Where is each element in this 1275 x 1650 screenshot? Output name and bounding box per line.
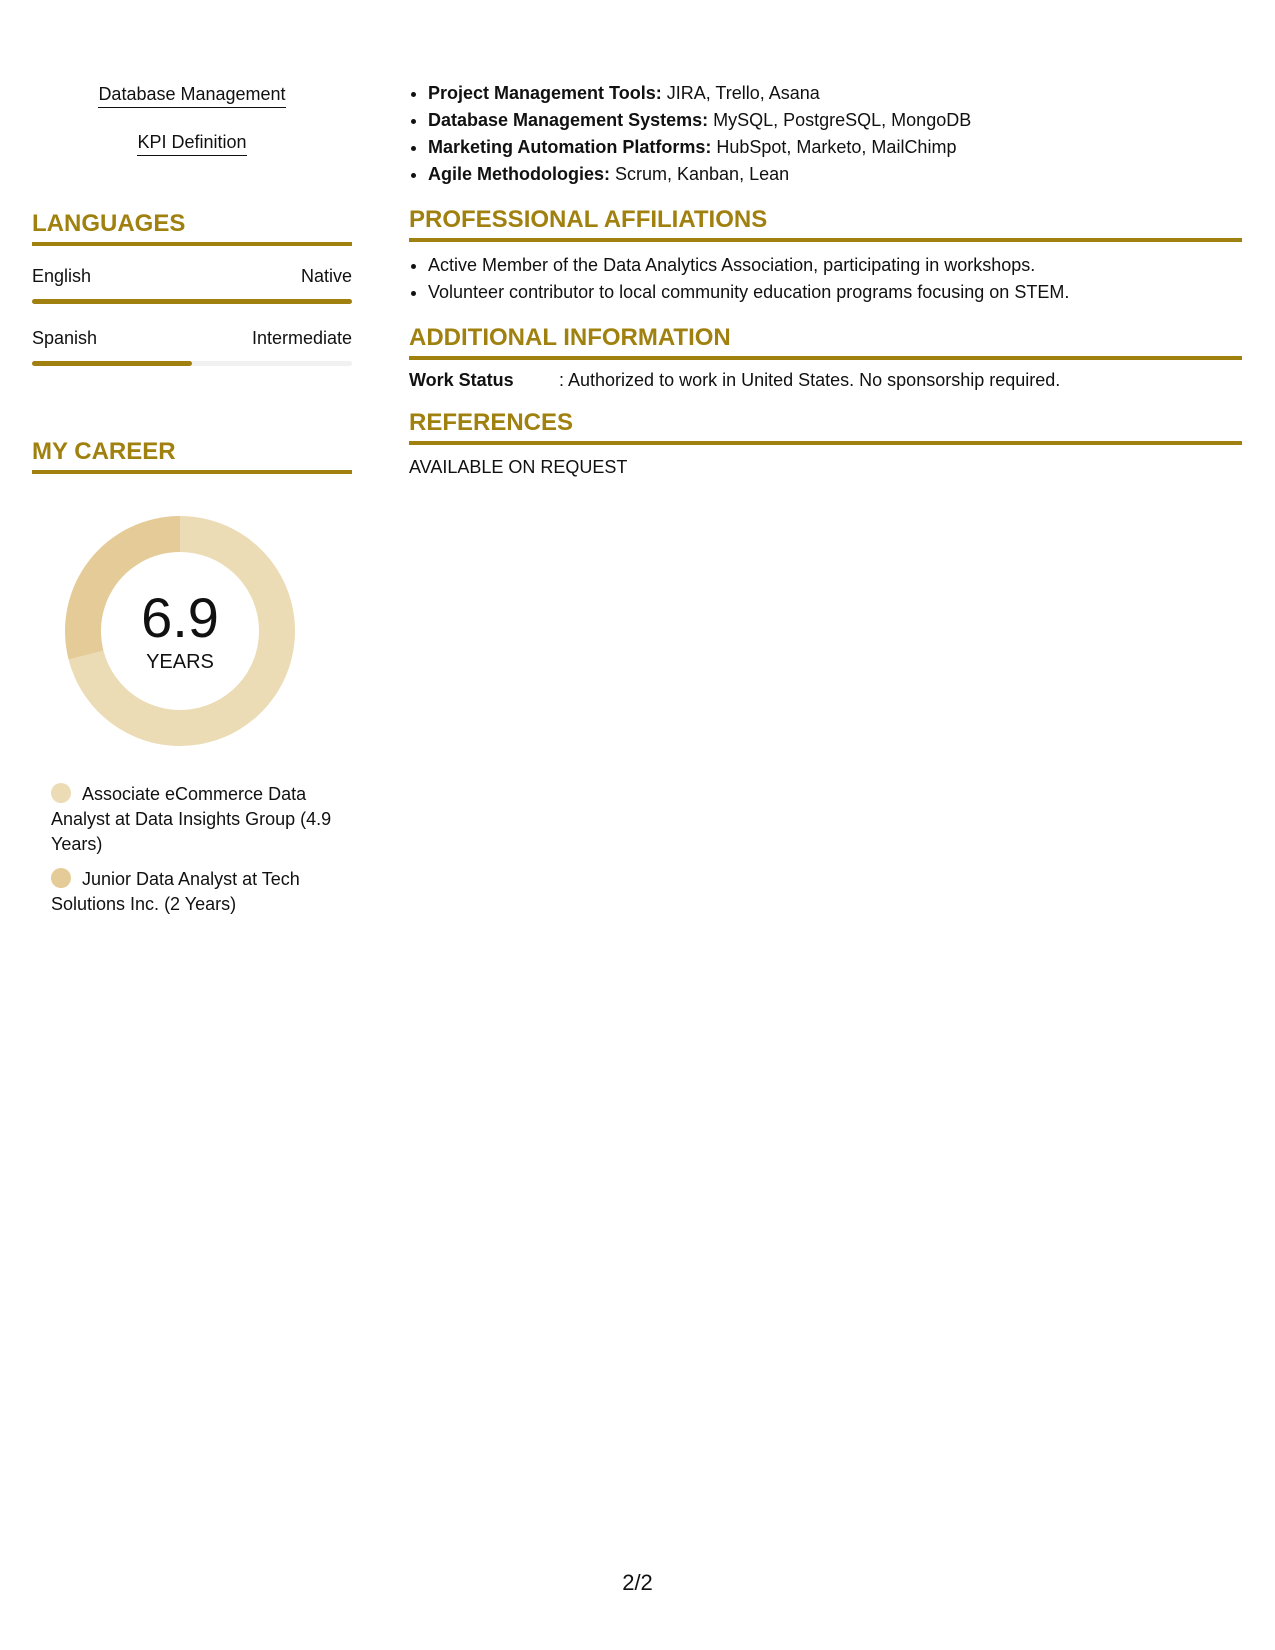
references-section — [409, 409, 1242, 478]
proficiency-bar-fill — [32, 361, 192, 366]
languages-heading: LANGUAGES — [32, 210, 352, 246]
language-name: Spanish — [32, 328, 98, 348]
work-status-key: Work Status — [409, 370, 514, 390]
language-level: Native — [300, 266, 352, 286]
legend-dot — [51, 868, 71, 888]
additional-info-section — [409, 324, 1242, 391]
references-heading: REFERENCES — [409, 409, 1242, 445]
tool-label: Database Management Systems: — [428, 110, 709, 130]
list-item: • Active Member of the Data Analytics Association, participating in workshops. — [428, 252, 1242, 279]
work-status-value: : Authorized to work in United States. No sponsorship required. — [559, 370, 1061, 390]
tool-label: Marketing Automation Platforms: — [428, 137, 712, 157]
list-item — [428, 134, 1242, 161]
legend-dot — [51, 783, 71, 803]
list-item — [428, 161, 1242, 188]
career-years-unit: YEARS — [146, 651, 214, 673]
tool-label: Agile Methodologies: — [428, 164, 610, 184]
list-item: • Volunteer contributor to local community education programs focusing on STEM. — [428, 279, 1242, 306]
legend-label: Associate eCommerce Data Analyst at Data Insights Group (4.9 Years) — [51, 784, 332, 854]
legend-item — [51, 867, 341, 917]
career-legend — [32, 782, 341, 917]
tools-list — [409, 80, 1242, 188]
tool-label: Project Management Tools: — [428, 83, 662, 103]
career-heading: MY CAREER — [32, 438, 352, 474]
career-total-years: 6.9 — [141, 586, 219, 649]
affiliations-heading: PROFESSIONAL AFFILIATIONS — [409, 206, 1242, 242]
skills-list — [32, 84, 352, 172]
references-text: AVAILABLE ON REQUEST — [409, 457, 628, 477]
language-name: English — [32, 266, 92, 286]
tool-value: MySQL, PostgreSQL, MongoDB — [708, 110, 972, 130]
skill-tag: Database Management — [98, 84, 285, 108]
language-level: Intermediate — [251, 328, 352, 348]
page-number: 2/2 — [622, 1570, 653, 1595]
affiliations-section — [409, 206, 1242, 306]
legend-item — [51, 782, 341, 857]
legend-label: Junior Data Analyst at Tech Solutions Inc. (2 Years) — [51, 869, 300, 914]
skill-tag: KPI Definition — [137, 132, 246, 156]
language-spanish — [32, 328, 352, 366]
right-column — [409, 80, 1242, 478]
proficiency-bar-fill — [32, 299, 352, 304]
proficiency-bar — [32, 361, 352, 366]
tool-value: JIRA, Trello, Asana — [661, 83, 820, 103]
proficiency-bar — [32, 299, 352, 304]
career-donut — [65, 516, 295, 746]
tool-value: Scrum, Kanban, Lean — [610, 164, 790, 184]
tool-value: HubSpot, Marketo, MailChimp — [711, 137, 957, 157]
list-item — [428, 107, 1242, 134]
language-english — [32, 266, 352, 304]
additional-info-heading: ADDITIONAL INFORMATION — [409, 324, 1242, 360]
left-column — [32, 84, 352, 927]
list-item — [428, 80, 1242, 107]
